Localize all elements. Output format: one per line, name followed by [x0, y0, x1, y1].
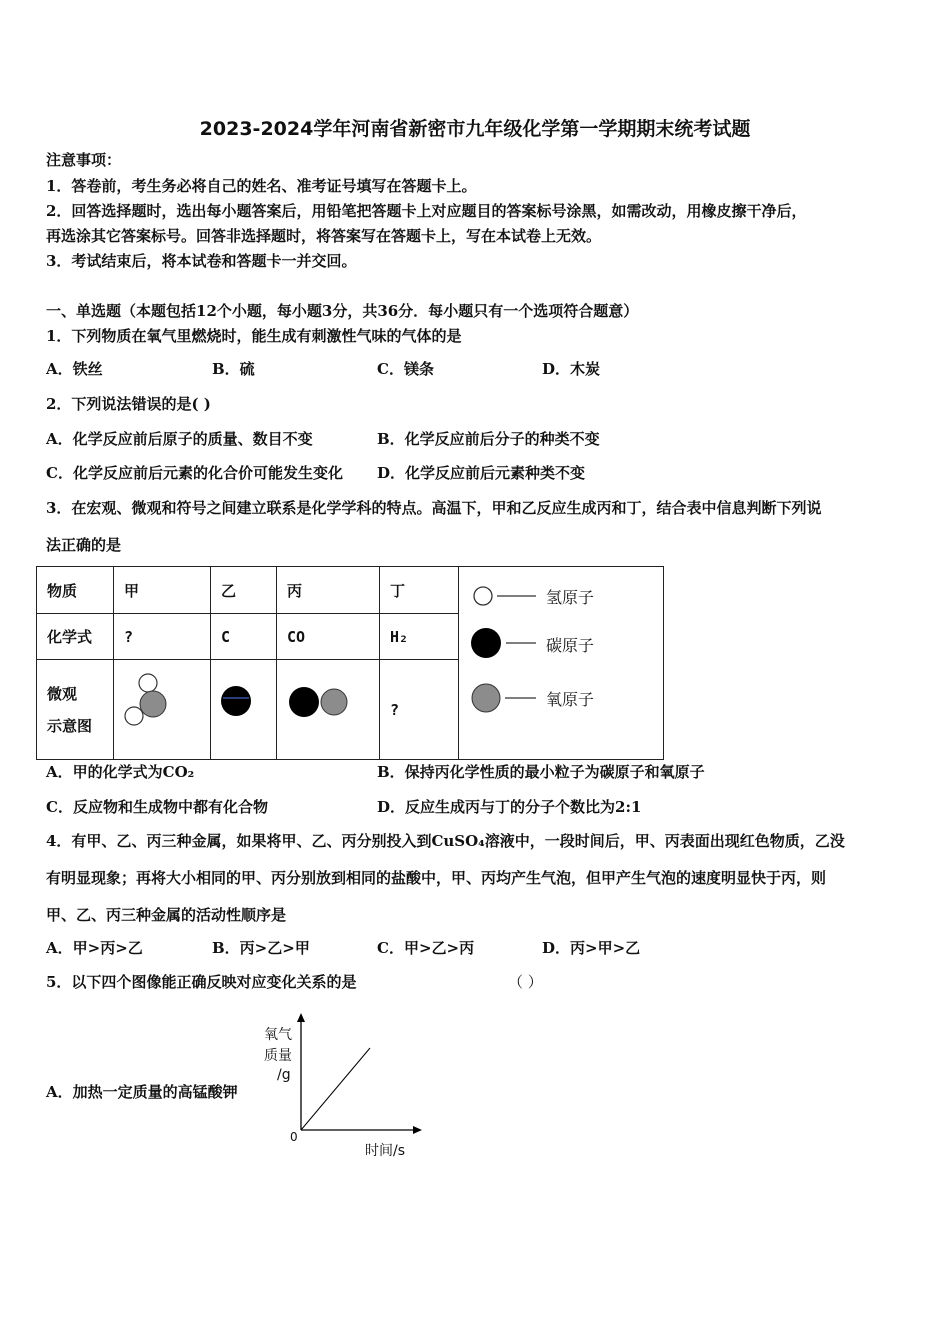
q3-stem-line2: 法正确的是 — [46, 536, 122, 554]
formula-bing: CO — [277, 614, 380, 660]
graph-ylabel-1: 氧气 — [264, 1027, 292, 1043]
q3-option-b: B．保持丙化学性质的最小粒子为碳原子和氧原子 — [377, 763, 705, 781]
graph-yunit: /g — [277, 1067, 291, 1083]
q4-stem-line1: 4．有甲、乙、丙三种金属，如果将甲、乙、丙分别投入到CuSO₄溶液中，一段时间后，甲、丙表面出现红色物质，乙没 — [46, 832, 845, 850]
water-molecule-icon — [114, 660, 200, 755]
graph-ylabel-2: 质量 — [264, 1048, 292, 1064]
q3-option-a: A．甲的化学式为CO₂ — [46, 763, 195, 781]
q3-table — [36, 566, 664, 760]
note-2-line1: 2．回答选择题时，选出每小题答案后，用铅笔把答题卡上对应题目的答案标号涂黑，如需改动，用橡皮擦干净后， — [46, 202, 807, 220]
note-1: 1．答卷前，考生务必将自己的姓名、准考证号填写在答题卡上。 — [46, 177, 477, 195]
q4-stem-line3: 甲、乙、丙三种金属的活动性顺序是 — [46, 906, 287, 924]
hydrogen-atom-icon — [474, 587, 492, 605]
graph-origin: 0 — [290, 1130, 298, 1144]
carbon-atom-icon — [471, 628, 501, 658]
q2-stem: 2．下列说法错误的是( ) — [46, 395, 211, 413]
q3-option-d: D．反应生成丙与丁的分子个数比为2:1 — [377, 798, 642, 816]
q3-stem-line1: 3．在宏观、微观和符号之间建立联系是化学学科的特点。高温下，甲和乙反应生成丙和丁，结合表中信息判断下列说 — [46, 499, 822, 517]
col-jia: 甲 — [114, 567, 211, 614]
row-header-substance: 物质 — [37, 567, 114, 614]
q1-option-a: A．铁丝 — [46, 360, 103, 378]
row-header-micro: 微观 示意图 — [37, 660, 114, 760]
q2-option-d: D．化学反应前后元素种类不变 — [377, 464, 586, 482]
x-axis-arrow-icon — [413, 1126, 422, 1134]
q2-option-b: B．化学反应前后分子的种类不变 — [377, 430, 600, 448]
q3-option-c: C．反应物和生成物中都有化合物 — [46, 798, 268, 816]
note-2-line2: 再选涂其它答案标号。回答非选择题时，将答案写在答题卡上，写在本试卷上无效。 — [46, 227, 602, 245]
q4-option-a: A．甲>丙>乙 — [46, 939, 143, 957]
note-3: 3．考试结束后，将本试卷和答题卡一并交回。 — [46, 252, 357, 270]
q5-option-a: A．加热一定质量的高锰酸钾 — [46, 1083, 238, 1101]
col-bing: 丙 — [277, 567, 380, 614]
micro-ding: ? — [380, 660, 459, 760]
q1-option-b: B．硫 — [212, 360, 255, 378]
formula-yi: C — [211, 614, 277, 660]
oxygen-atom-icon — [472, 684, 500, 712]
col-yi: 乙 — [211, 567, 277, 614]
q5-graph-a — [280, 1010, 430, 1160]
q1-option-d: D．木炭 — [542, 360, 601, 378]
q2-option-c: C．化学反应前后元素的化合价可能发生变化 — [46, 464, 343, 482]
legend-oxygen: 氧原子 — [546, 690, 595, 709]
section-heading: 一、单选题（本题包括12个小题，每小题3分，共36分．每小题只有一个选项符合题意） — [46, 302, 639, 320]
q1-option-c: C．镁条 — [377, 360, 434, 378]
formula-jia: ? — [114, 614, 211, 660]
q4-option-b: B．丙>乙>甲 — [212, 939, 310, 957]
legend-hydrogen: 氢原子 — [546, 588, 595, 607]
q4-option-d: D．丙>甲>乙 — [542, 939, 641, 957]
micro-jia — [114, 660, 211, 760]
co-molecule-icon — [277, 660, 369, 755]
y-axis-arrow-icon — [297, 1013, 305, 1022]
notes-heading: 注意事项： — [46, 151, 122, 169]
oxygen-mass-line — [301, 1048, 370, 1130]
page-title: 2023-2024学年河南省新密市九年级化学第一学期期末统考试题 — [199, 118, 751, 140]
carbon-atom-icon — [211, 660, 266, 755]
atom-legend — [459, 567, 664, 760]
formula-ding: H₂ — [380, 614, 459, 660]
q4-stem-line2: 有明显现象；再将大小相同的甲、丙分别放到相同的盐酸中，甲、丙均产生气泡，但甲产生气泡的速度明显快于丙，则 — [46, 869, 827, 887]
graph-xlabel: 时间/s — [365, 1143, 406, 1159]
col-ding: 丁 — [380, 567, 459, 614]
q2-option-a: A．化学反应前后原子的质量、数目不变 — [46, 430, 313, 448]
micro-yi — [211, 660, 277, 760]
legend-carbon: 碳原子 — [546, 636, 595, 655]
micro-bing — [277, 660, 380, 760]
q5-stem: 5．以下四个图像能正确反映对应变化关系的是 — [46, 973, 357, 991]
q4-option-c: C．甲>乙>丙 — [377, 939, 475, 957]
q1-stem: 1．下列物质在氧气里燃烧时，能生成有刺激性气味的气体的是 — [46, 327, 462, 345]
q5-answer-bracket: （ ） — [508, 973, 543, 991]
row-header-formula: 化学式 — [37, 614, 114, 660]
